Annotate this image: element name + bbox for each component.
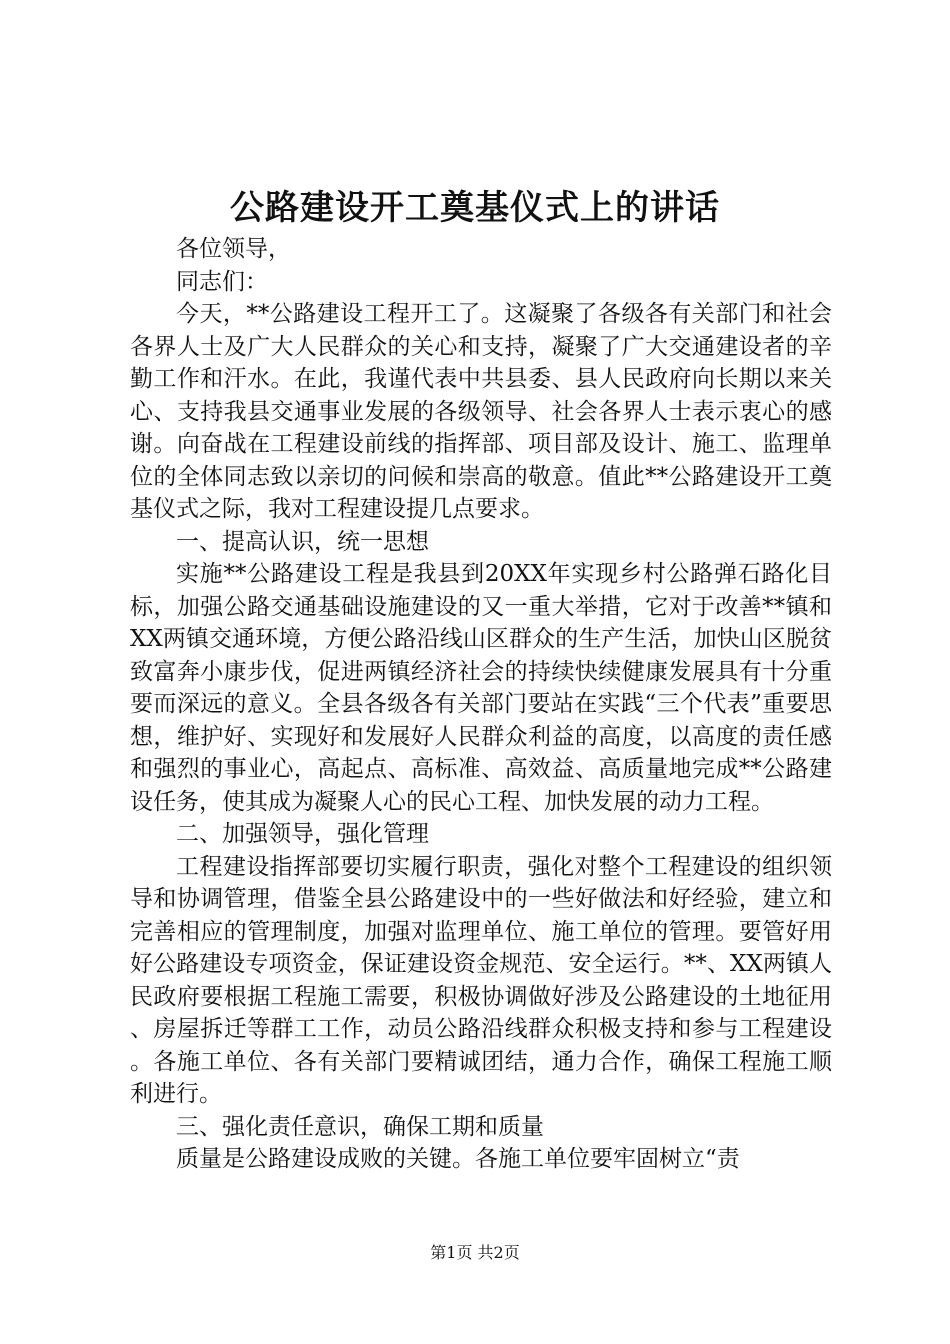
salutation-leaders: 各位领导， xyxy=(176,236,291,262)
salutation-comrades: 同志们： xyxy=(176,268,268,295)
paragraph-section-2: 工程建设指挥部要切实履行职责，强化对整个工程建设的组织领导和协调管理，借鉴全县公路建设中的一些好做法和好经验，建立和完善相应的管理制度，加强对监理单位、施工单位的管理。要管好用好公路建设专项资金，保证建设资金规范、安全运行。**、XX两镇人民政府要根据工程施工需要，积极协调做好涉及公路建设的土地征用、房屋拆迁等群工工作，动员公路沿线群众积极支持和参与工程建设。各施工单位、各有关部门要精诚团结，通力合作，确保工程施工顺利进行。 xyxy=(130,853,832,1107)
section-heading-3: 三、强化责任意识，确保工期和质量 xyxy=(176,1113,544,1140)
paragraph-section-1: 实施**公路建设工程是我县到20XX年实现乡村公路弹石路化目标，加强公路交通基础设施建设的又一重大举措，它对于改善**镇和XX两镇交通环境，方便公路沿线山区群众的生产生活，加快山区脱贫致富奔小康步伐，促进两镇经济社会的持续快续健康发展具有十分重要而深远的意义。全县各级各有关部门要站在实践“三个代表”重要思想，维护好、实现好和发展好人民群众利益的高度，以高度的责任感和强烈的事业心，高起点、高标准、高效益、高质量地完成**公路建设任务，使其成为凝聚人心的民心工程、加快发展的动力工程。 xyxy=(130,561,832,815)
document-body xyxy=(130,233,832,1176)
paragraph-section-3: 质量是公路建设成败的关键。各施工单位要牢固树立“责 xyxy=(176,1146,740,1172)
document-title: 公路建设开工奠基仪式上的讲话 xyxy=(230,188,720,228)
page-number-footer: 第1页 共2页 xyxy=(430,1243,520,1262)
section-heading-1: 一、提高认识，统一思想 xyxy=(176,528,429,555)
paragraph-opening: 今天，**公路建设工程开工了。这凝聚了各级各有关部门和社会各界人士及广大人民群众的关心和支持，凝聚了广大交通建设者的辛勤工作和汗水。在此，我谨代表中共县委、县人民政府向长期以来关心、支持我县交通事业发展的各级领导、社会各界人士表示衷心的感谢。向奋战在工程建设前线的指挥部、项目部及设计、施工、监理单位的全体同志致以亲切的问候和崇高的敬意。值此**公路建设开工奠基仪式之际，我对工程建设提几点要求。 xyxy=(130,301,832,522)
section-heading-2: 二、加强领导，强化管理 xyxy=(176,821,429,847)
